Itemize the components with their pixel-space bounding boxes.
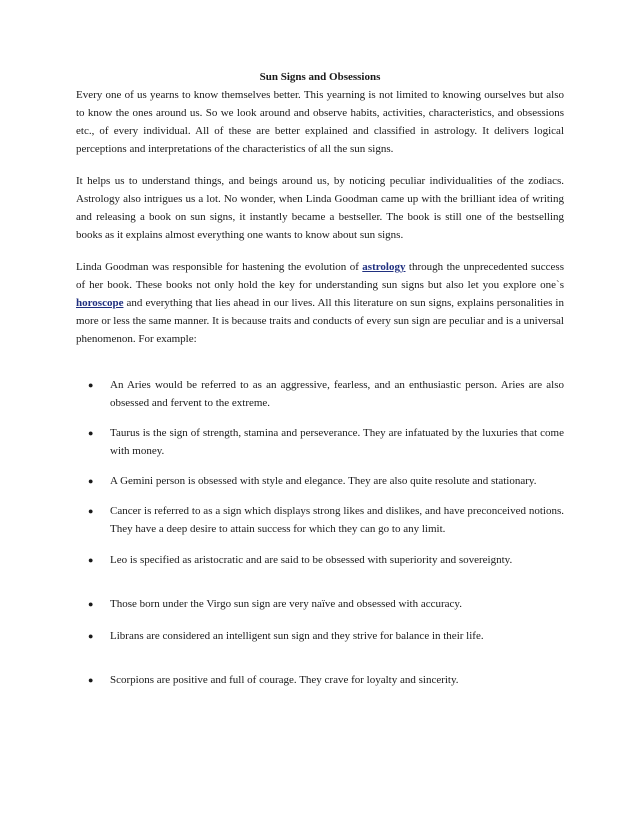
paragraph-text-part1: Linda Goodman was responsible for hastening the evolution of (76, 261, 363, 273)
horoscope-link[interactable]: horoscope (76, 297, 124, 309)
bullet-icon: ● (88, 380, 94, 390)
list-item-scorpio (76, 671, 564, 689)
list-item-text: A Gemini person is obsessed with style and elegance. They are also quite resolute and stationary. (110, 475, 537, 487)
list-item-text: Those born under the Virgo sun sign are very naïve and obsessed with accuracy. (110, 598, 462, 610)
document-title: Sun Signs and Obsessions (259, 71, 381, 83)
list-item-text: Leo is specified as aristocratic and are said to be obsessed with superiority and sovereignty. (110, 554, 513, 566)
list-item-text: Taurus is the sign of strength, stamina and perseverance. They are infatuated by the luxuries that come with money. (110, 427, 564, 457)
list-item-leo (76, 551, 564, 569)
list-item-gemini (76, 472, 564, 490)
bullet-icon: ● (88, 631, 94, 641)
bullet-icon: ● (88, 428, 94, 438)
paragraph-text-part2: through the unprecedented success of her book. These books not only hold the key for understanding sun signs but also let you explore one`s (76, 261, 564, 291)
bullet-icon: ● (88, 506, 94, 516)
list-item-virgo (76, 595, 564, 613)
astrology-link[interactable]: astrology (362, 261, 406, 273)
list-item-libra (76, 627, 564, 645)
document-page (76, 70, 564, 689)
list-item-aries (76, 376, 564, 412)
list-item-text: An Aries would be referred to as an aggressive, fearless, and an enthusiastic person. Aries are also obsessed and fervent to the extreme. (110, 379, 564, 409)
paragraph-linda-goodman (76, 258, 564, 348)
list-item-text: Cancer is referred to as a sign which displays strong likes and dislikes, and have preconceived notions. They have a deep desire to attain success for which they can go to any limit. (110, 505, 564, 535)
paragraph-zodiac: It helps us to understand things, and beings around us, by noticing peculiar individualities of the zodiacs. Astrology also intrigues us a lot. No wonder, when Linda Goodman came up with the brilliant idea of writing and releasing a book on sun signs, it instantly became a bestseller. The book is still one of the bestselling books as it explains almost everything one wants to know about sun signs. (76, 175, 564, 241)
paragraph-text-part3: and everything that lies ahead in our lives. All this literature on sun signs, explains personalities in more or less the same manner. It is because traits and conducts of every sun sign are peculiar and is a universal phenomenon. For example: (76, 297, 564, 345)
list-item-text: Scorpions are positive and full of courage. They crave for loyalty and sincerity. (110, 674, 459, 686)
paragraph-intro: Every one of us yearns to know themselves better. This yearning is not limited to knowing ourselves but also to know the ones around us. So we look around and observe habits, activities, characteristics, and obsessions etc., of every individual. All of these are better explained and classified in astrology. It delivers logical perceptions and interpretations of the characteristics of all the sun signs. (76, 89, 564, 155)
sun-sign-list (76, 376, 564, 689)
list-item-text: Librans are considered an intelligent sun sign and they strive for balance in their life. (110, 630, 484, 642)
list-item-taurus (76, 424, 564, 460)
bullet-icon: ● (88, 599, 94, 609)
bullet-icon: ● (88, 476, 94, 486)
bullet-icon: ● (88, 675, 94, 685)
bullet-icon: ● (88, 555, 94, 565)
list-item-cancer (76, 502, 564, 538)
